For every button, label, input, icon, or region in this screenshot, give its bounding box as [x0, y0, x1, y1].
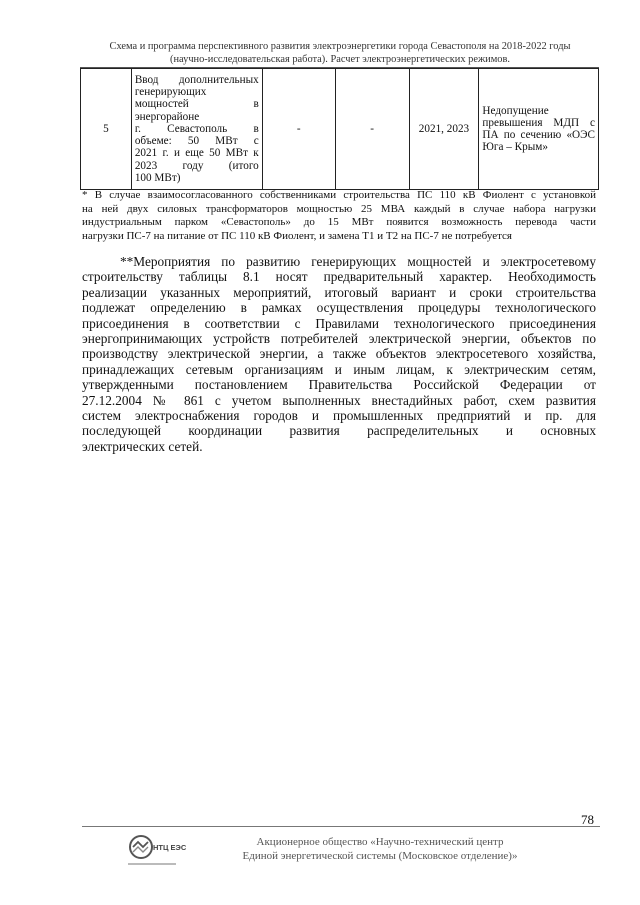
description-line: мощностей в [134, 98, 259, 111]
paragraph-line: 27.12.2004 № 861 с учетом выполненных внестадийных работ, схем развития [82, 392, 596, 408]
company-logo [124, 833, 187, 869]
paragraph-line: последующей координации развития распределительных и основных [82, 423, 596, 439]
row-description [131, 69, 262, 190]
description-line: 2021 г. и еще 50 МВт к [134, 147, 259, 160]
footnote-line: на ней двух силовых трансформаторов мощностью 25 МВА каждый в случае набора нагрузки [82, 202, 596, 215]
paragraph-line: электрических сетей. [82, 438, 203, 454]
paragraph-line: строительству таблицы 8.1 носят предварительный характер. Необходимость [82, 269, 596, 285]
paragraph-line: реализации указанных мероприятий, итоговый вариант и сроки строительства [82, 284, 596, 300]
paragraph-line: присоединения в соответствии с Правилами технологического присоединения [82, 315, 596, 331]
paragraph-line: систем электроснабжения городов и промышленных предприятий и пр. для [82, 408, 596, 424]
paragraph-line: утвержденными постановлением Правительства Российской Федерации от [82, 377, 596, 393]
header-line-2: (научно-исследовательская работа). Расчет электроэнергетических режимов. [170, 54, 510, 65]
row-number: 5 [81, 69, 132, 190]
description-line: энергорайоне [134, 110, 200, 123]
footer-rule [82, 826, 600, 827]
row-note [479, 69, 599, 190]
paragraph-line: энергопринимающих устройств потребителей электрической энергии, объектов по [82, 331, 596, 347]
description-line: г. Севастополь в [134, 122, 259, 135]
description-line: 100 МВт) [134, 171, 181, 184]
row-cell-dash-2: - [335, 69, 409, 190]
measures-table [80, 68, 599, 190]
footnote-line: индустриальным парком «Севастополь» до 15 МВт появится возможность перевода части [82, 216, 596, 229]
logo-text: НТЦ ЕЭС [153, 843, 187, 852]
footer [200, 835, 560, 863]
footnote [82, 189, 596, 243]
body-paragraph [82, 254, 596, 454]
footer-line-1: Акционерное общество «Научно-технический центр [256, 836, 504, 848]
footnote-line: * В случае взаимосогласованного собственниками строительства ПС 110 кВ Фиолент с установкой [82, 189, 596, 201]
description-line: 2023 году (итого [134, 159, 259, 172]
note-line: Недопущение [482, 104, 549, 117]
paragraph-line: подлежат определению в рамках осуществления процедуры технологического [82, 300, 596, 316]
paragraph-line: производству электрической энергии, а также объектов электросетевого хозяйства, [82, 346, 596, 362]
table-row [81, 69, 599, 190]
note-line: Юга – Крым» [482, 141, 548, 154]
row-years: 2021, 2023 [409, 69, 479, 190]
running-header [80, 40, 600, 66]
paragraph-line: принадлежащих сетевым организациям и иным лицам, к электрическим сетям, [82, 361, 596, 377]
description-line: генерирующих [134, 86, 207, 99]
note-line: превышения МДП с [482, 116, 595, 129]
header-line-1: Схема и программа перспективного развития электроэнергетики города Севастополя на 2018-2022 годы [109, 41, 571, 52]
footnote-line: нагрузки ПС-7 на питание от ПС 110 кВ Фиолент, и замена Т1 и Т2 на ПС-7 не потребуется [82, 229, 512, 242]
row-cell-dash-1: - [262, 69, 335, 190]
description-line: Ввод дополнительных [134, 74, 259, 87]
page-number: 78 [581, 812, 594, 827]
description-line: объеме: 50 МВт с [134, 135, 259, 148]
footer-line-2: Единой энергетической системы (Московское отделение)» [242, 850, 518, 862]
note-line: ПА по сечению «ОЭС [482, 129, 595, 141]
paragraph-line: **Мероприятия по развитию генерирующих мощностей и электросетевому [120, 254, 596, 269]
